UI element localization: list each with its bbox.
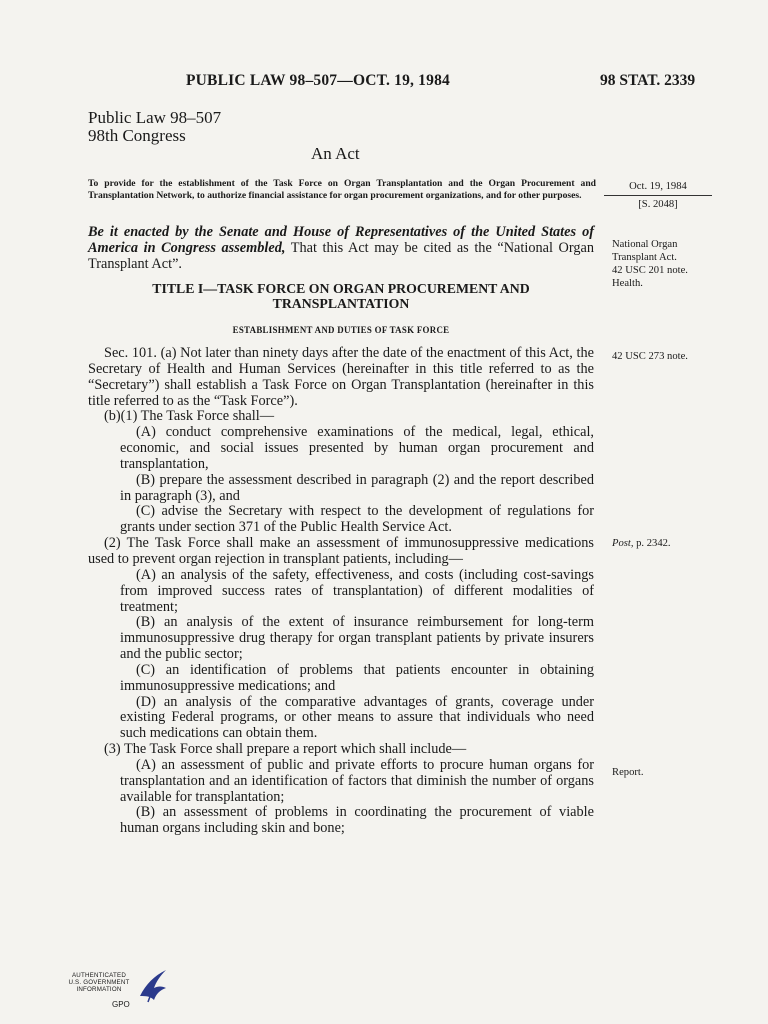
act-label: An Act — [311, 144, 360, 163]
sec101-b1-A: (A) conduct comprehensive examinations of the medical, legal, ethical, economic, and social issues presented by human organ procurement and transplantation, — [120, 424, 594, 472]
purpose-clause: To provide for the establishment of the Task Force on Organ Transplantation and the Organ Procurement and Transplantation Network, to authorize financial assistance for organ procurement organizations, and for other purposes. — [88, 178, 596, 201]
enacting-clause-italic: Be it enacted by the Senate and House of Representatives of the United States of America in Congress assembled, — [88, 224, 594, 256]
sidenote-date — [604, 180, 712, 211]
sec101-b3-B: (B) an assessment of problems in coordinating the procurement of viable human organs including skin and bone; — [120, 804, 594, 837]
title-heading — [88, 281, 594, 311]
sidenote-post — [612, 537, 671, 550]
sidenote-line: National Organ — [612, 239, 678, 250]
congress-number: 98th Congress — [88, 126, 186, 145]
statute-citation: 98 STAT. 2339 — [600, 72, 696, 89]
sec101-b3-A: (A) an assessment of public and private efforts to procure human organs for transplantation and an identification of factors that diminish the number of organs available for transplantation; — [120, 756, 594, 805]
sec101-b1-C: (C) advise the Secretary with respect to the development of regulations for grants under section 371 of the Public Health Service Act. — [120, 503, 594, 536]
section-body — [88, 346, 594, 837]
sec101-b2-D: (D) an analysis of the comparative advantages of grants, coverage under existing Federal programs, or other means to assure that individuals who need such medications can obtain them. — [120, 693, 594, 742]
sidenote-post-italic: Post, — [612, 538, 634, 549]
sec101-b1-B: (B) prepare the assessment described in paragraph (2) and the report described in paragraph (3), and — [120, 471, 594, 504]
gpo-label: GPO — [112, 1000, 130, 1009]
sidenote-line: Health. — [612, 278, 643, 289]
running-head: PUBLIC LAW 98–507—OCT. 19, 1984 — [186, 72, 450, 89]
sidenote-report: Report. — [612, 767, 644, 778]
sec101-b1: (b)(1) The Task Force shall— — [104, 408, 274, 425]
enacting-clause — [88, 224, 594, 272]
sidenote-date-text: Oct. 19, 1984 — [604, 180, 712, 196]
sidenote-line: Transplant Act. — [612, 252, 677, 263]
enacting-clause-rest: That this Act may be cited as the “National Organ Transplant Act”. — [88, 240, 594, 272]
sec101-b2-A: (A) an analysis of the safety, effectiveness, and costs (including cost-savings from improved success rates of transplantation) of different modalities of treatment; — [120, 566, 594, 615]
public-law-number: Public Law 98–507 — [88, 108, 222, 127]
sec101-b2: (2) The Task Force shall make an assessment of immunosuppressive medications used to prevent organ rejection in transplant patients, including— — [88, 535, 594, 567]
title-heading-line1: TITLE I—TASK FORCE ON ORGAN PROCUREMENT AND — [152, 281, 530, 296]
section-heading: ESTABLISHMENT AND DUTIES OF TASK FORCE — [232, 325, 450, 335]
authenticated-logo-text: AUTHENTICATED U.S. GOVERNMENT INFORMATION — [68, 972, 130, 993]
sidenote-short-title — [612, 238, 688, 290]
sidenote-bill-number: [S. 2048] — [638, 199, 678, 210]
sec101-b3: (3) The Task Force shall prepare a report which shall include— — [104, 741, 467, 758]
sec101-b2-C: (C) an identification of problems that patients encounter in obtaining immunosuppressive medications; and — [120, 661, 594, 694]
sec101-subsection-a: Sec. 101. (a) Not later than ninety days after the date of the enactment of this Act, the Secretary of Health and Human Services (hereinafter in this title referred to as the “Secretary”) shall establish a Task Force on Organ Transplantation (hereinafter in this title referred to as the “Task Force”). — [88, 345, 594, 409]
sidenote-sec101: 42 USC 273 note. — [612, 351, 688, 362]
sec101-b2-B: (B) an analysis of the extent of insurance reimbursement for long-term immunosuppressive drug therapy for organ transplant patients by private insurers and the public sector; — [120, 614, 594, 663]
sidenote-line: 42 USC 201 note. — [612, 265, 688, 276]
title-heading-line2: TRANSPLANTATION — [272, 296, 410, 311]
sidenote-post-page: p. 2342. — [633, 538, 671, 549]
gpo-eagle-logo-icon — [136, 966, 172, 1006]
